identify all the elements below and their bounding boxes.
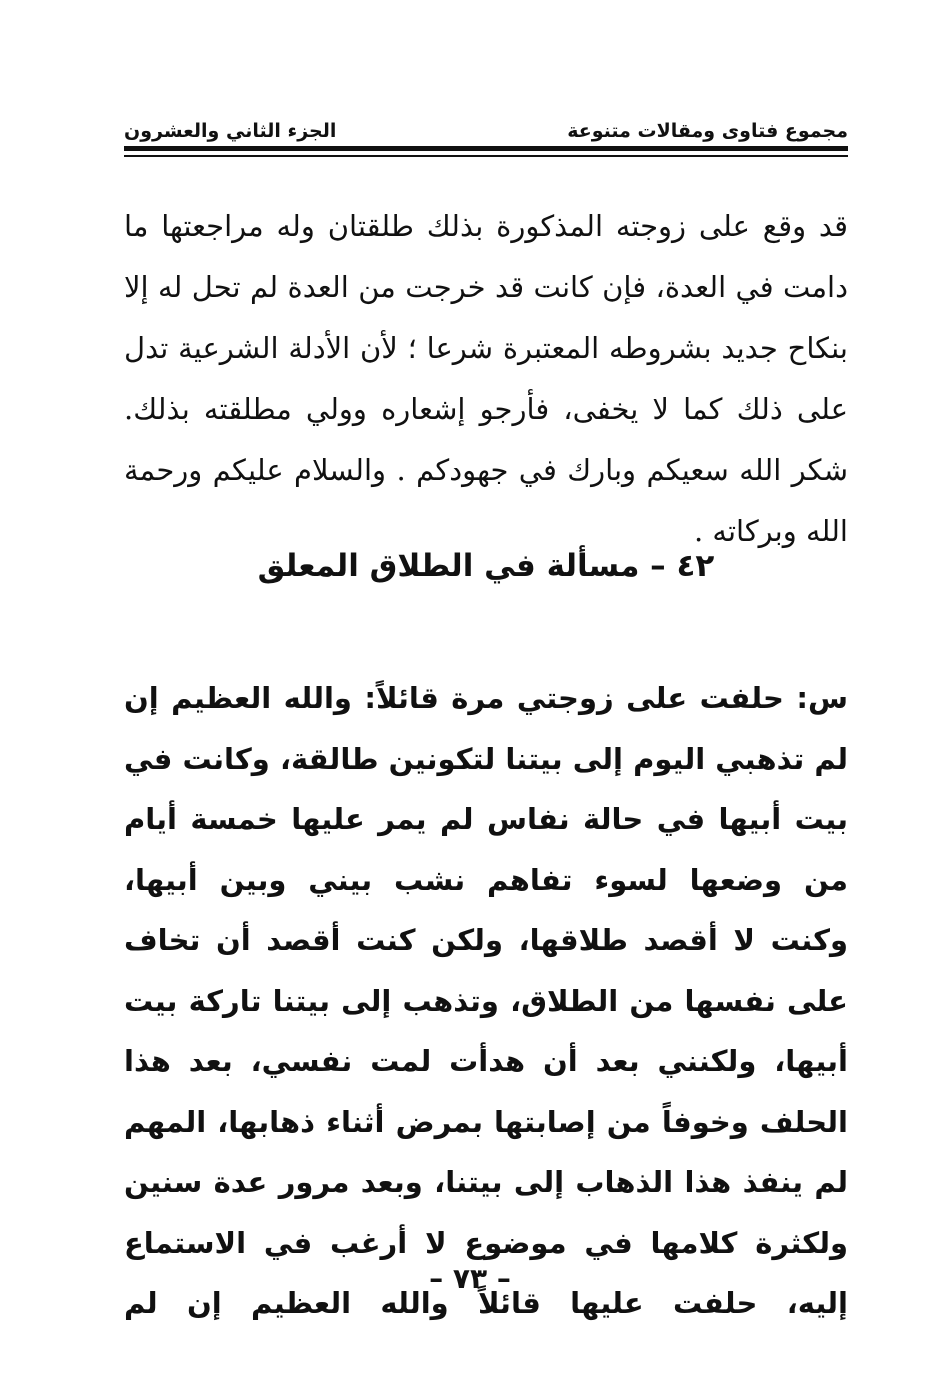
section-heading: ٤٢ – مسألة في الطلاق المعلق [257, 548, 715, 584]
intro-paragraph: قد وقع على زوجته المذكورة بذلك طلقتان وله مراجعتها ما دامت في العدة، فإن كانت قد خرجت من العدة لم تحل له إلا بنكاح جديد بشروطه المعتبرة شرعا ؛ لأن الأدلة الشرعية تدل على ذلك كما لا يخفى، فأرجو إشعاره وولي مطلقته بذلك. شكر الله سعيكم وبارك في جهودكم . والسلام عليكم ورحمة الله وبركاته . [124, 209, 848, 548]
question-paragraph-block [124, 668, 848, 1334]
intro-paragraph-block [124, 196, 848, 562]
running-header [124, 108, 848, 142]
header-rule-thin [124, 155, 848, 157]
volume-label: الجزء الثاني والعشرون [124, 120, 337, 142]
question-paragraph: س: حلفت على زوجتي مرة قائلاً: والله العظيم إن لم تذهبي اليوم إلى بيتنا لتكونين طالقة، وكانت في بيت أبيها في حالة نفاس لم يمر عليها خمسة أيام من وضعها لسوء تفاهم نشب بيني وبين أبيها، وكنت لا أقصد طلاقها، ولكن كنت أقصد أن تخاف على نفسها من الطلاق، وتذهب إلى بيتنا تاركة بيت أبيها، ولكنني بعد أن هدأت لمت نفسي، بعد هذا الحلف وخوفاً من إصابتها بمرض أثناء ذهابها، المهم لم ينفذ هذا الذهاب إلى بيتنا، وبعد مرور عدة سنين ولكثرة كلامها في موضوع لا أرغب في الاستماع إليه، حلفت عليها قائلاً والله العظيم إن لم [124, 681, 848, 1320]
header-rule-thick [124, 146, 848, 151]
book-title: مجموع فتاوى ومقالات متنوعة [567, 120, 848, 142]
page-number [0, 1262, 940, 1295]
page-number-text: – ٧٣ – [429, 1262, 511, 1295]
